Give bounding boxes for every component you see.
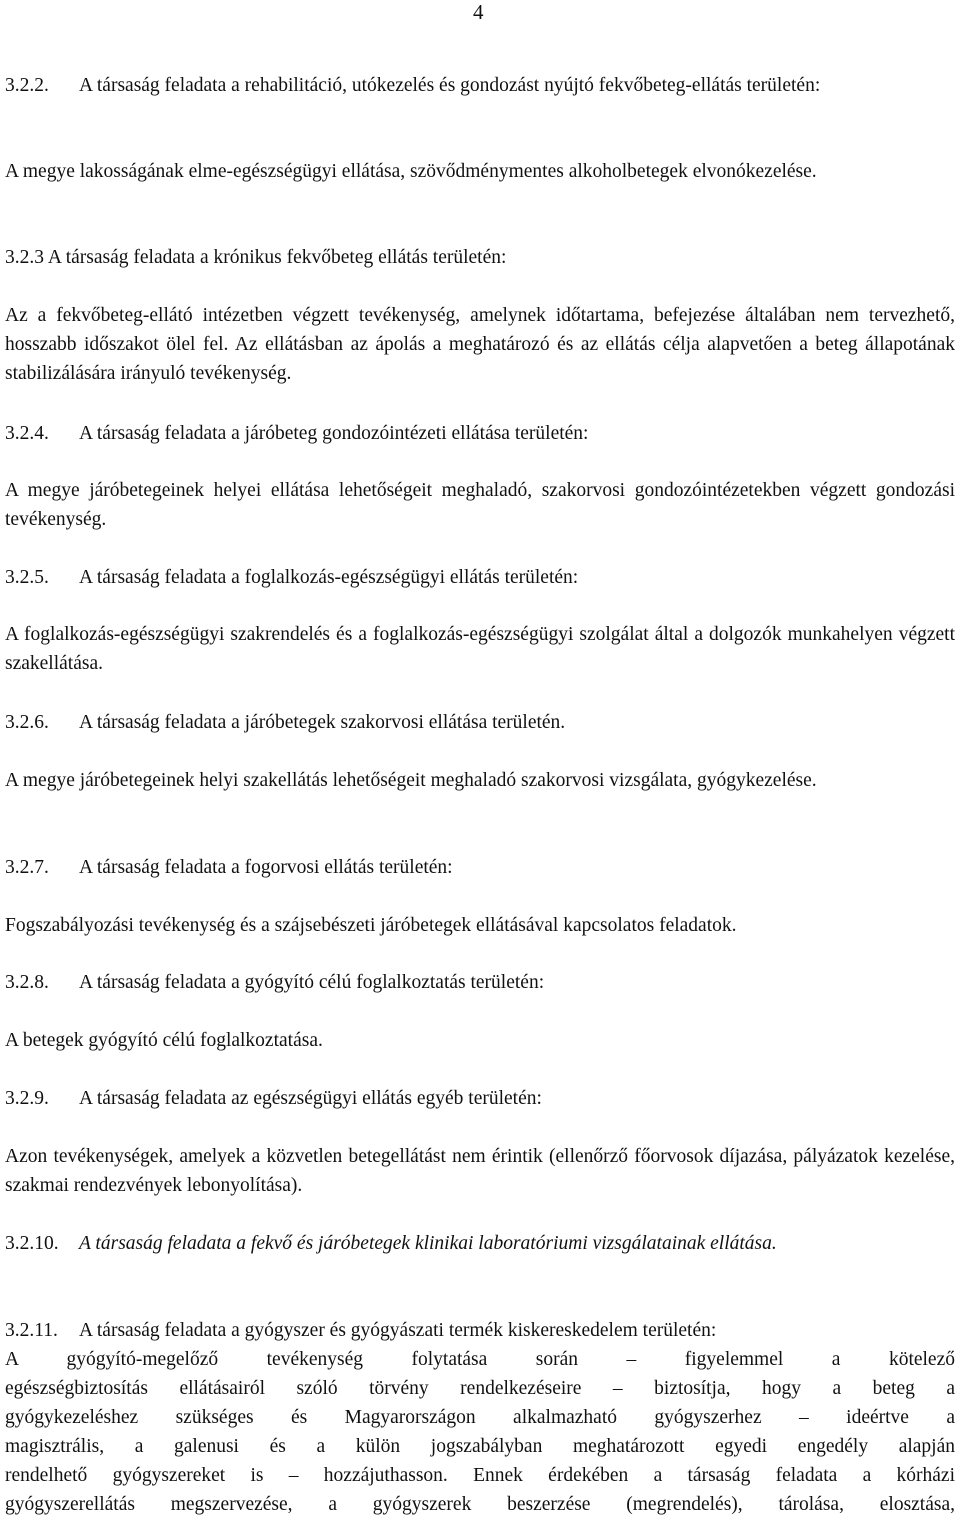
section-3-2-6-heading [5,708,955,737]
section-heading-text: A társaság feladata a rehabilitáció, utókezelés és gondozást nyújtó fekvőbeteg-ellátás területén: [79,75,821,96]
page-number: 4 [473,0,484,24]
section-3-2-7-heading [5,853,955,882]
section-heading-text: A társaság feladata a gyógyszer és gyógyászati termék kiskereskedelem területén: [79,1320,717,1341]
section-heading-text: A társaság feladata a foglalkozás-egészségügyi ellátás területén: [79,567,579,588]
section-heading-text: A társaság feladata a járóbetegek szakorvosi ellátása területén. [79,712,566,733]
body-line: A gyógyító-megelőző tevékenység folytatása során – figyelemmel a kötelező [5,1349,955,1370]
section-3-2-9-body: Azon tevékenységek, amelyek a közvetlen betegellátást nem érintik (ellenőrző főorvosok díjazása, pályázatok kezelése, szakmai rendezvények lebonyolítása). [5,1146,955,1196]
section-heading-text: A társaság feladata az egészségügyi ellátás egyéb területén: [79,1088,542,1109]
section-3-2-3-heading [5,243,955,272]
body-line: magisztrális, a galenusi és a külön jogszabályban meghatározott egyedi engedély alapján [5,1436,955,1457]
section-heading-text: A társaság feladata a fogorvosi ellátás területén: [79,857,453,878]
section-3-2-8-heading [5,968,955,997]
section-number: 3.2.3 [5,247,44,268]
section-heading-text: A társaság feladata a fekvő és járóbetegek klinikai laboratóriumi vizsgálatainak ellátása. [79,1233,777,1254]
section-3-2-7-body: Fogszabályozási tevékenység és a szájsebészeti járóbetegek ellátásával kapcsolatos feladatok. [5,915,737,936]
section-3-2-5-body: A foglalkozás-egészségügyi szakrendelés és a foglalkozás-egészségügyi szolgálat által a dolgozók munkahelyen végzett szakellátása. [5,624,955,674]
body-line: rendelhető gyógyszereket is – hozzájuthasson. Ennek érdekében a társaság feladata a kórházi [5,1465,955,1486]
body-line: egészségbiztosítás ellátásairól szóló törvény rendelkezéseire – biztosítja, hogy a beteg a [5,1378,955,1399]
section-3-2-6-body: A megye járóbetegeinek helyi szakellátás lehetőségeit meghaladó szakorvosi vizsgálata, gyógykezelése. [5,770,817,791]
section-number: 3.2.4. [5,423,49,444]
section-3-2-11-body [5,1345,955,1519]
section-3-2-3-body: Az a fekvőbeteg-ellátó intézetben végzett tevékenység, amelynek időtartama, befejezése általában nem tervezhető, hosszabb időszakot ölel fel. Az ellátásban az ápolás a meghatározó és az ellátás célja alapvetően a beteg állapotának stabilizálására irányuló tevékenység. [5,305,955,384]
section-3-2-2-heading [5,71,955,100]
section-number: 3.2.6. [5,712,49,733]
section-number: 3.2.9. [5,1088,49,1109]
section-3-2-10-heading [5,1229,955,1258]
section-3-2-8-body: A betegek gyógyító célú foglalkoztatása. [5,1030,323,1051]
section-number: 3.2.11. [5,1320,58,1341]
section-number: 3.2.2. [5,75,49,96]
section-number: 3.2.5. [5,567,49,588]
section-number: 3.2.10. [5,1233,59,1254]
section-3-2-4-heading [5,419,955,448]
section-3-2-9-heading [5,1084,955,1113]
section-3-2-2-body: A megye lakosságának elme-egészségügyi ellátása, szövődménymentes alkoholbetegek elvonókezelése. [5,161,817,182]
section-3-2-11-heading [5,1316,955,1345]
section-heading-text: A társaság feladata a krónikus fekvőbeteg ellátás területén: [47,247,507,268]
section-3-2-5-heading [5,563,955,592]
body-line: gyógykezeléshez szükséges és Magyarországon alkalmazható gyógyszerhez – ideértve a [5,1407,955,1428]
body-line: gyógyszerellátás megszervezése, a gyógyszerek beszerzése (megrendelés), tárolása, elosztása, [5,1494,955,1515]
section-heading-text: A társaság feladata a gyógyító célú foglalkoztatás területén: [79,972,545,993]
section-heading-text: A társaság feladata a járóbeteg gondozóintézeti ellátása területén: [79,423,589,444]
section-number: 3.2.7. [5,857,49,878]
section-number: 3.2.8. [5,972,49,993]
section-3-2-4-body: A megye járóbetegeinek helyei ellátása lehetőségeit meghaladó, szakorvosi gondozóintézetekben végzett gondozási tevékenység. [5,480,955,530]
